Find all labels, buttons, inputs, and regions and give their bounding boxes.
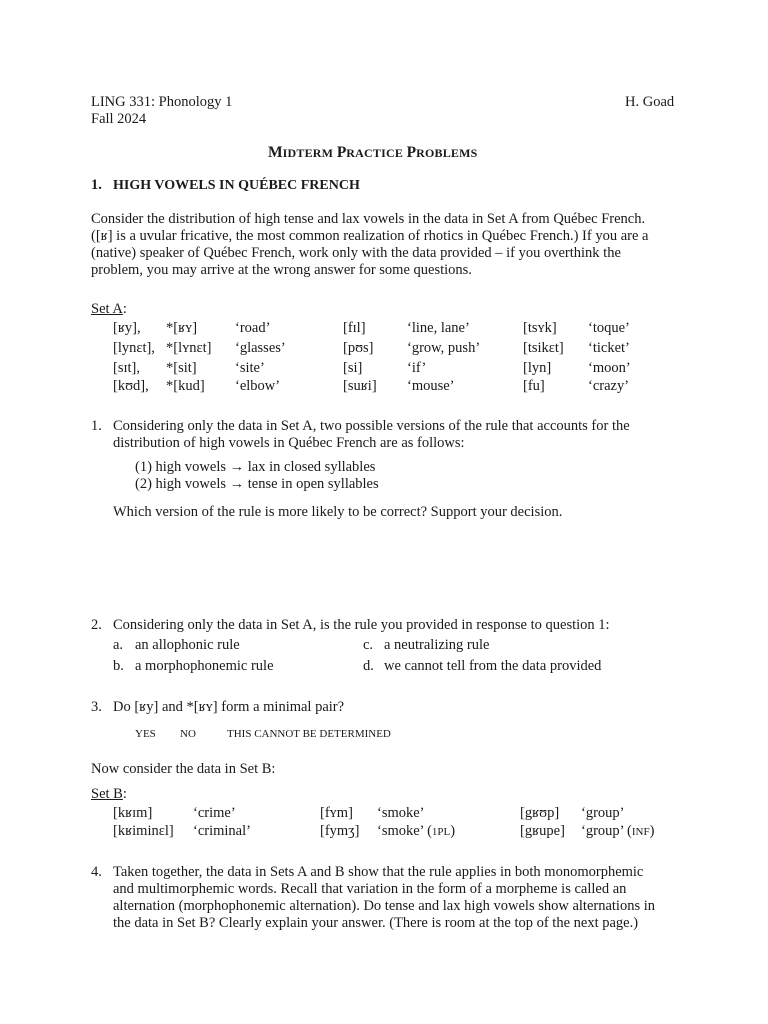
transition-text: Now consider the data in Set B: <box>91 761 276 777</box>
set-a-cell: [ʁy], <box>113 320 141 336</box>
set-a-colon: : <box>122 301 127 317</box>
set-b-cell: [gʁupe] <box>520 823 565 839</box>
set-b-cell: ‘crime’ <box>193 805 236 821</box>
title-part: RACTICE <box>346 146 404 160</box>
option-a[interactable]: an allophonic rule <box>135 637 240 653</box>
question-text: Considering only the data in Set A, is the rule you provided in response to question 1: <box>113 617 610 633</box>
title-part: P <box>406 144 417 161</box>
set-b-cell <box>581 823 654 841</box>
set-a-cell: ‘site’ <box>235 360 265 376</box>
set-b-cell <box>377 823 455 841</box>
course-title: LING 331: Phonology 1 <box>91 94 233 110</box>
set-b-label-text: Set B <box>91 786 123 802</box>
set-a-cell: ‘toque’ <box>588 320 630 336</box>
answer-cannot-determine[interactable]: THIS CANNOT BE DETERMINED <box>227 728 391 740</box>
rule-option-1: (1) high vowels → lax in closed syllables <box>135 459 376 475</box>
set-a-cell: *[ʁʏ] <box>166 320 198 336</box>
gloss-text: ‘smoke’ ( <box>377 823 432 839</box>
question-number: 3. <box>91 699 102 715</box>
set-a-label <box>91 301 127 318</box>
title-part: ROBLEMS <box>416 146 478 160</box>
section-heading: HIGH VOWELS IN QUÉBEC FRENCH <box>113 178 360 193</box>
set-a-cell: ‘glasses’ <box>235 340 286 356</box>
intro-line: ([ʁ] is a uvular fricative, the most common realization of rhotics in Québec French.) If you are a <box>91 228 649 244</box>
set-b-colon: : <box>122 786 127 802</box>
set-a-cell: [kʊd], <box>113 378 149 394</box>
set-a-cell: *[sit] <box>166 360 197 376</box>
question-text: and multimorphemic words. Recall that variation in the form of a morpheme is called an <box>113 881 627 897</box>
section-number: 1. <box>91 177 102 193</box>
set-a-cell: [sɪt], <box>113 360 140 376</box>
set-a-cell: ‘grow, push’ <box>407 340 481 356</box>
option-letter: b. <box>113 658 124 674</box>
set-a-cell: ‘moon’ <box>588 360 631 376</box>
intro-line: Consider the distribution of high tense and lax vowels in the data in Set A from Québec French. <box>91 211 646 227</box>
set-b-cell: [kʁiminɛl] <box>113 823 174 839</box>
rule-option-2: (2) high vowels → tense in open syllables <box>135 476 379 492</box>
question-text: distribution of high vowels in Québec French are as follows: <box>113 435 465 451</box>
set-a-cell: *[lʏnɛt] <box>166 340 212 356</box>
question-number: 4. <box>91 864 102 880</box>
set-a-cell: ‘crazy’ <box>588 378 630 394</box>
set-a-label-text: Set A <box>91 301 123 317</box>
set-a-cell: *[kud] <box>166 378 205 394</box>
gloss-text: ‘group’ ( <box>581 823 632 839</box>
question-text: alternation (morphophonemic alternation). Do tense and lax high vowels show alternations in <box>113 898 656 914</box>
answer-no[interactable]: NO <box>180 728 196 740</box>
option-letter: d. <box>363 658 374 674</box>
set-a-cell: ‘elbow’ <box>235 378 281 394</box>
question-text: Considering only the data in Set A, two possible versions of the rule that accounts for the <box>113 418 630 434</box>
set-b-cell: ‘criminal’ <box>193 823 251 839</box>
option-letter: a. <box>113 637 124 653</box>
set-a-cell: [tsikɛt] <box>523 340 564 356</box>
option-letter: c. <box>363 637 374 653</box>
set-a-cell: ‘line, lane’ <box>407 320 470 336</box>
instructor: H. Goad <box>625 94 675 110</box>
question-text: the data in Set B? Clearly explain your answer. (There is room at the top of the next page.) <box>113 915 639 931</box>
set-b-cell: [kʁɪm] <box>113 805 153 821</box>
set-b-label <box>91 786 127 803</box>
question-ask: Which version of the rule is more likely to be correct? Support your decision. <box>113 504 563 520</box>
gloss-text: ) <box>450 823 456 839</box>
title-part: IDTERM <box>282 146 334 160</box>
title-part: P <box>336 144 347 161</box>
set-a-cell: [lynɛt], <box>113 340 155 356</box>
set-a-cell: [tsʏk] <box>523 320 557 336</box>
title-part: M <box>268 144 283 161</box>
intro-line: (native) speaker of Québec French, work only with the data provided – if you overthink the <box>91 245 621 261</box>
set-a-cell: [si] <box>343 360 363 376</box>
option-b[interactable]: a morphophonemic rule <box>135 658 274 674</box>
set-a-cell: [fu] <box>523 378 545 394</box>
set-a-cell: [pʊs] <box>343 340 374 356</box>
option-d[interactable]: we cannot tell from the data provided <box>384 658 602 674</box>
set-b-cell: [fymʒ] <box>320 823 360 839</box>
set-a-cell: ‘ticket’ <box>588 340 630 356</box>
set-b-cell: [fʏm] <box>320 805 353 821</box>
answer-yes[interactable]: YES <box>135 728 156 740</box>
question-number: 1. <box>91 418 102 434</box>
set-a-cell: [suʁi] <box>343 378 377 394</box>
gloss-abbrev: INF <box>631 826 650 838</box>
doc-title <box>268 144 478 162</box>
question-number: 2. <box>91 617 102 633</box>
intro-line: problem, you may arrive at the wrong answer for some questions. <box>91 262 472 278</box>
question-text: Do [ʁy] and *[ʁʏ] form a minimal pair? <box>113 699 345 715</box>
set-a-cell: ‘if’ <box>407 360 427 376</box>
gloss-text: ) <box>649 823 655 839</box>
set-b-cell: ‘smoke’ <box>377 805 425 821</box>
set-a-cell: ‘mouse’ <box>407 378 455 394</box>
set-a-cell: [lyn] <box>523 360 552 376</box>
gloss-abbrev: 1PL <box>431 826 451 838</box>
set-a-cell: ‘road’ <box>235 320 271 336</box>
question-text: Taken together, the data in Sets A and B show that the rule applies in both monomorphemic <box>113 864 644 880</box>
set-b-cell: ‘group’ <box>581 805 625 821</box>
set-b-cell: [gʁʊp] <box>520 805 560 821</box>
set-a-cell: [fɪl] <box>343 320 366 336</box>
option-c[interactable]: a neutralizing rule <box>384 637 490 653</box>
term: Fall 2024 <box>91 111 147 127</box>
